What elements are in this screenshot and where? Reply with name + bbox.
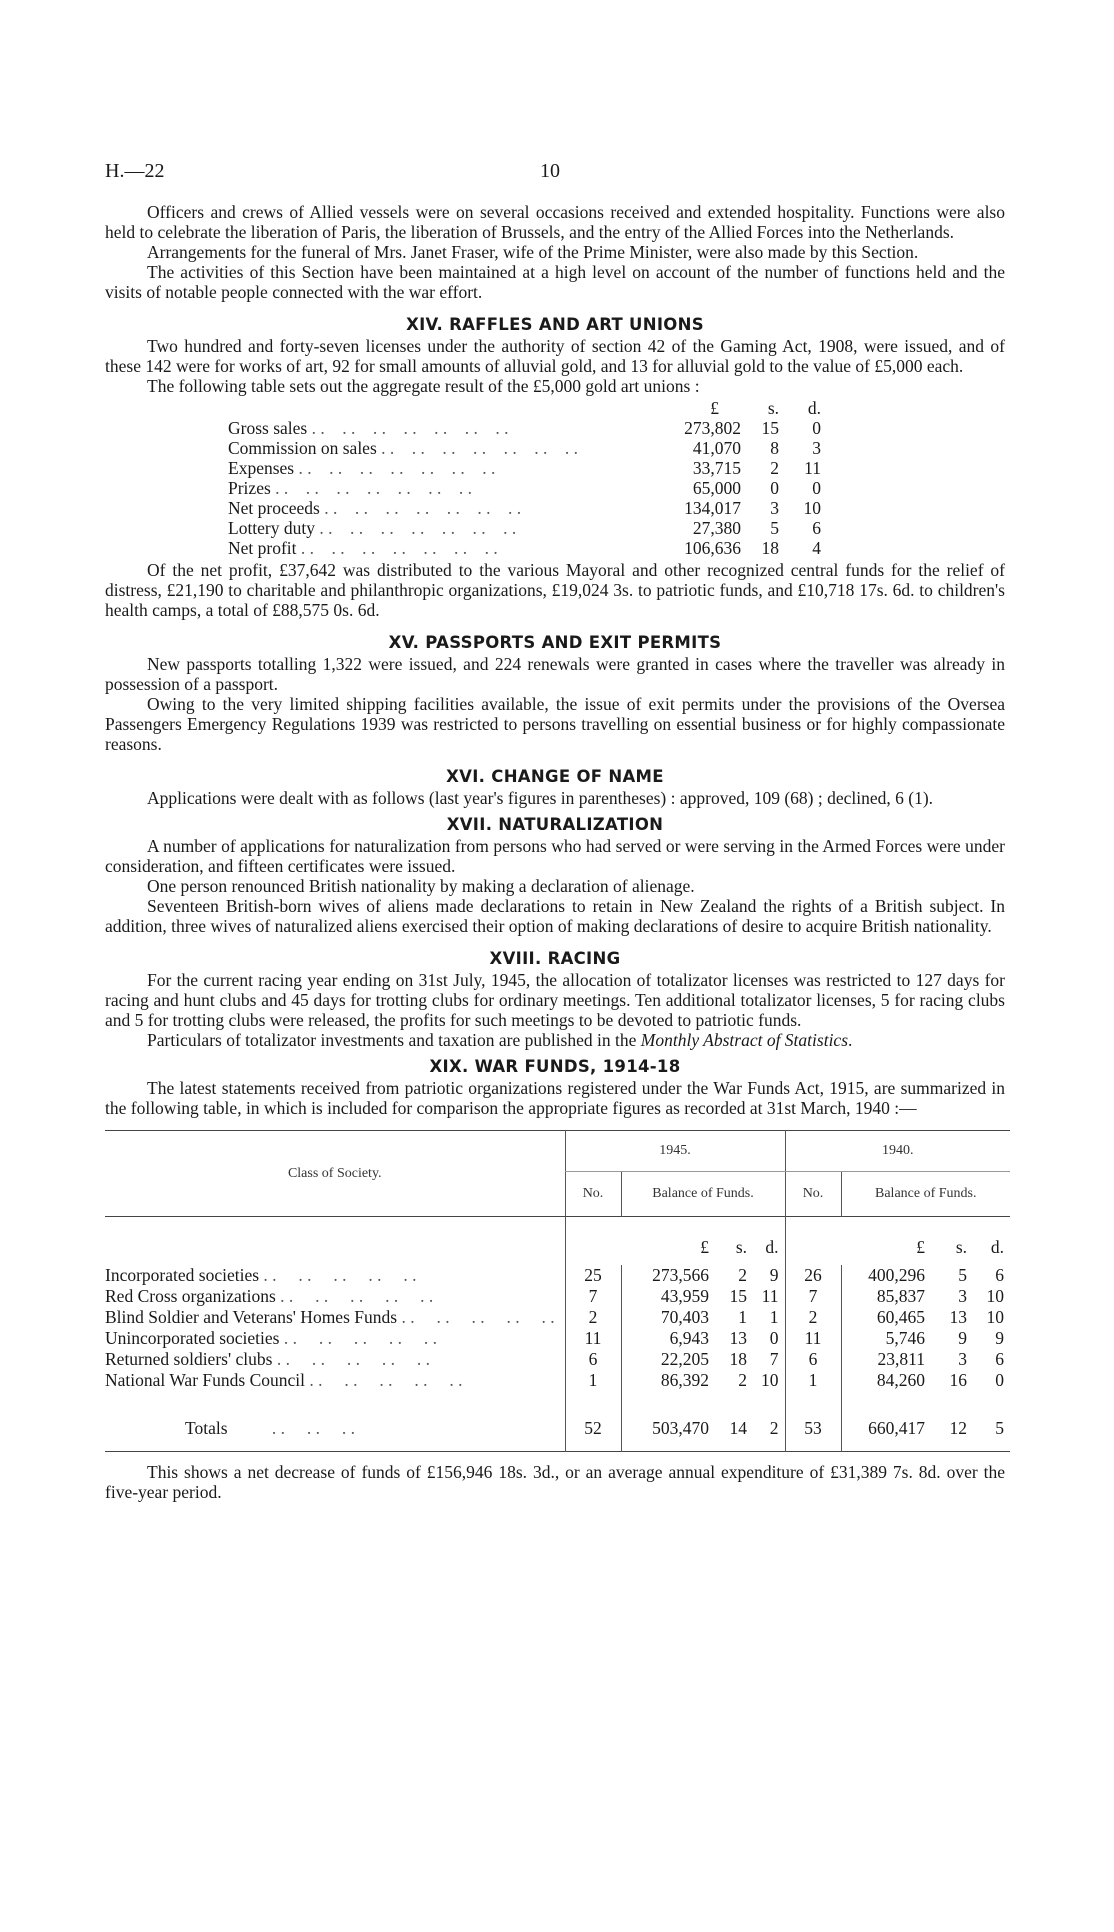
year-1940-header: 1940. bbox=[785, 1131, 1010, 1172]
raffles-paragraph-1: Two hundred and forty-seven licenses under the authority of section 42 of the Gaming Act, 1908, were issued, and of these 142 were for works of art, 92 for small amounts of alluvial gold, and 13 for alluvial gold to the value of £5,000 each. bbox=[105, 336, 1005, 376]
shillings-unit-1945: s. bbox=[735, 1236, 747, 1257]
racing-paragraph-2-text: Particulars of totalizator investments and taxation are published in the bbox=[147, 1030, 637, 1050]
row-pence: 6 bbox=[812, 518, 821, 538]
units-row bbox=[105, 1217, 1010, 1266]
row-pence: 0 bbox=[812, 418, 821, 438]
row-pounds: 41,070 bbox=[692, 438, 741, 458]
row-shillings: 5 bbox=[770, 518, 779, 538]
raffles-table-row: Lottery duty . . . . . . . . . . . . . . 27,380 5 6 bbox=[228, 518, 821, 538]
war-funds-paragraph-1: The latest statements received from patriotic organizations registered under the War Funds Act, 1915, are summarized in the following table, in which is included for comparison the appropriate figures as recorded at 31st March, 1940 :— bbox=[105, 1078, 1005, 1118]
raffles-table bbox=[228, 398, 928, 558]
pence-1940: 6 bbox=[995, 1349, 1004, 1369]
shillings-1945: 1 bbox=[738, 1307, 747, 1327]
pounds-1940: 400,296 bbox=[841, 1265, 929, 1286]
document-body bbox=[105, 202, 1005, 1502]
pence-1945: 1 bbox=[769, 1307, 779, 1327]
society-class: Unincorporated societies bbox=[105, 1328, 280, 1348]
page-header-reference: H.—22 bbox=[105, 160, 165, 182]
society-class: Blind Soldier and Veterans' Homes Funds bbox=[105, 1307, 398, 1327]
war-funds-row: Red Cross organizations . . . . . . . . . . 7 43,959 15 11 7 85,837 3 10 bbox=[105, 1286, 1010, 1307]
pounds-1945: 273,566 bbox=[621, 1265, 713, 1286]
totals-pence-1940: 5 bbox=[995, 1417, 1004, 1438]
row-label: Commission on sales bbox=[228, 438, 377, 458]
intro-paragraph-3: The activities of this Section have been maintained at a high level on account of the number of functions held and the visits of notable people connected with the war effort. bbox=[105, 262, 1005, 302]
no-1945: 6 bbox=[565, 1349, 621, 1370]
row-pounds: 27,380 bbox=[692, 518, 741, 538]
war-funds-paragraph-2: This shows a net decrease of funds of £156,946 18s. 3d., or an average annual expenditure of £31,389 7s. 8d. over the five-year period. bbox=[105, 1462, 1005, 1502]
no-1940: 11 bbox=[785, 1328, 841, 1349]
shillings-1945: 18 bbox=[729, 1349, 747, 1369]
balance-1940-header: Balance of Funds. bbox=[841, 1172, 1010, 1217]
section-raffles bbox=[105, 314, 1005, 620]
shillings-1945: 2 bbox=[738, 1370, 747, 1390]
pounds-1940: 23,811 bbox=[841, 1349, 929, 1370]
totals-row: Totals . . . . . . 52 503,470 14 2 53 660,417 12 5 bbox=[105, 1405, 1010, 1452]
section-naturalization bbox=[105, 814, 1005, 936]
section-title: XIV. RAFFLES AND ART UNIONS bbox=[406, 315, 704, 334]
intro-paragraph-1: Officers and crews of Allied vessels were on several occasions received and extended hospitality. Functions were also held to celebrate the liberation of Paris, the liberation of Brussels, and the entry of the Allied Forces into the Netherlands. bbox=[105, 202, 1005, 242]
pounds-1940: 84,260 bbox=[841, 1370, 929, 1391]
no-1945: 1 bbox=[565, 1370, 621, 1391]
row-pounds: 134,017 bbox=[684, 498, 741, 518]
pence-1945: 7 bbox=[769, 1349, 779, 1369]
no-1940: 2 bbox=[785, 1307, 841, 1328]
no-1945: 25 bbox=[565, 1265, 621, 1286]
no-1945: 7 bbox=[565, 1286, 621, 1307]
pence-1945: 11 bbox=[761, 1286, 779, 1306]
pence-1945: 0 bbox=[769, 1328, 779, 1348]
no-1945: 11 bbox=[565, 1328, 621, 1349]
row-shillings: 15 bbox=[761, 418, 779, 438]
war-funds-row: Returned soldiers' clubs . . . . . . . . . . 6 22,205 18 7 6 23,811 3 6 bbox=[105, 1349, 1010, 1370]
class-of-society-header: Class of Society. bbox=[105, 1131, 565, 1217]
balance-1945-header: Balance of Funds. bbox=[621, 1172, 785, 1217]
shillings-1945: 2 bbox=[738, 1265, 747, 1285]
shillings-1940: 9 bbox=[958, 1328, 967, 1348]
shillings-1940: 16 bbox=[949, 1370, 967, 1390]
totals-label: Totals bbox=[185, 1417, 228, 1438]
row-shillings: 8 bbox=[770, 438, 779, 458]
shillings-unit-1940: s. bbox=[955, 1236, 967, 1257]
row-pence: 11 bbox=[804, 458, 821, 478]
row-label: Net proceeds bbox=[228, 498, 320, 518]
shillings-1940: 3 bbox=[958, 1286, 967, 1306]
pounds-1945: 86,392 bbox=[621, 1370, 713, 1391]
raffles-paragraph-2: The following table sets out the aggregate result of the £5,000 gold art unions : bbox=[147, 376, 700, 396]
row-pounds: 65,000 bbox=[692, 478, 741, 498]
shillings-unit: s. bbox=[767, 398, 779, 418]
shillings-1945: 13 bbox=[729, 1328, 747, 1348]
row-shillings: 3 bbox=[770, 498, 779, 518]
totals-shillings-1940: 12 bbox=[949, 1417, 967, 1438]
section-title: XV. PASSPORTS AND EXIT PERMITS bbox=[388, 633, 722, 652]
row-label: Prizes bbox=[228, 478, 271, 498]
raffles-table-row: Net proceeds . . . . . . . . . . . . . . 134,017 3 10 bbox=[228, 498, 821, 518]
no-1945-header: No. bbox=[565, 1172, 621, 1217]
totals-pounds-1945: 503,470 bbox=[621, 1405, 713, 1452]
pence-1940: 6 bbox=[995, 1265, 1004, 1285]
totals-shillings-1945: 14 bbox=[729, 1417, 747, 1438]
row-shillings: 18 bbox=[761, 538, 779, 558]
row-pence: 4 bbox=[812, 538, 821, 558]
pounds-unit-1940: £ bbox=[916, 1236, 925, 1257]
war-funds-table bbox=[105, 1130, 1010, 1452]
war-funds-row: Blind Soldier and Veterans' Homes Funds . . . . . . . . . . 2 70,403 1 1 2 60,465 13 10 bbox=[105, 1307, 1010, 1328]
row-pence: 3 bbox=[812, 438, 821, 458]
totals-no-1945: 52 bbox=[565, 1405, 621, 1452]
racing-paragraph-1: For the current racing year ending on 31st July, 1945, the allocation of totalizator licenses was restricted to 127 days for racing and hunt clubs and 45 days for trotting clubs for ordinary meetings. Ten additional totalizator licenses, 5 for racing clubs and 5 for trotting clubs were released, the profits for such meetings to be devoted to patriotic funds. bbox=[105, 970, 1005, 1030]
shillings-1940: 3 bbox=[958, 1349, 967, 1369]
shillings-1945: 15 bbox=[729, 1286, 747, 1306]
pence-1940: 10 bbox=[986, 1307, 1004, 1327]
pence-unit-1945: d. bbox=[765, 1236, 779, 1257]
society-class: Returned soldiers' clubs bbox=[105, 1349, 273, 1369]
society-class: Incorporated societies bbox=[105, 1265, 260, 1285]
row-pounds: 33,715 bbox=[692, 458, 741, 478]
pence-1940: 0 bbox=[995, 1370, 1004, 1390]
naturalization-paragraph-1: A number of applications for naturalization from persons who had served or were serving in the Armed Forces were under consideration, and fifteen certificates were issued. bbox=[105, 836, 1005, 876]
raffles-table-header bbox=[228, 398, 928, 418]
pence-1945: 9 bbox=[769, 1265, 779, 1285]
row-pounds: 273,802 bbox=[684, 418, 741, 438]
no-1945: 2 bbox=[565, 1307, 621, 1328]
pounds-1940: 60,465 bbox=[841, 1307, 929, 1328]
pence-1940: 9 bbox=[995, 1328, 1004, 1348]
section-title: XIX. WAR FUNDS, 1914-18 bbox=[429, 1057, 681, 1076]
naturalization-paragraph-3: Seventeen British-born wives of aliens made declarations to retain in New Zealand the rights of a British subject. In addition, three wives of naturalized aliens exercised their option of making declarations of desire to acquire British nationality. bbox=[105, 896, 1005, 936]
section-war-funds bbox=[105, 1056, 1005, 1502]
passports-paragraph-2: Owing to the very limited shipping facilities available, the issue of exit permits under the provisions of the Oversea Passengers Emergency Regulations 1939 was restricted to persons travelling on essential business or for highly compassionate reasons. bbox=[105, 694, 1005, 754]
pounds-1945: 43,959 bbox=[621, 1286, 713, 1307]
section-title: XVII. NATURALIZATION bbox=[446, 815, 664, 834]
passports-paragraph-1: New passports totalling 1,322 were issued, and 224 renewals were granted in cases where the traveller was already in possession of a passport. bbox=[105, 654, 1005, 694]
raffles-table-row: Commission on sales . . . . . . . . . . . . . . 41,070 8 3 bbox=[228, 438, 821, 458]
page-number: 10 bbox=[540, 160, 560, 182]
totals-pence-1945: 2 bbox=[769, 1417, 779, 1438]
pounds-unit: £ bbox=[710, 398, 719, 418]
pence-1945: 10 bbox=[761, 1370, 779, 1390]
no-1940: 6 bbox=[785, 1349, 841, 1370]
pence-1940: 10 bbox=[986, 1286, 1004, 1306]
raffles-table-row: Gross sales . . . . . . . . . . . . . . 273,802 15 0 bbox=[228, 418, 821, 438]
spacer-row bbox=[105, 1391, 1010, 1405]
society-class: National War Funds Council bbox=[105, 1370, 305, 1390]
war-funds-row: Unincorporated societies . . . . . . . . . . 11 6,943 13 0 11 5,746 9 9 bbox=[105, 1328, 1010, 1349]
row-shillings: 0 bbox=[770, 478, 779, 498]
naturalization-paragraph-2: One person renounced British nationality by making a declaration of alienage. bbox=[147, 876, 695, 896]
row-shillings: 2 bbox=[770, 458, 779, 478]
pounds-unit-1945: £ bbox=[700, 1236, 709, 1257]
no-1940: 1 bbox=[785, 1370, 841, 1391]
totals-no-1940: 53 bbox=[785, 1405, 841, 1452]
war-funds-row: National War Funds Council . . . . . . . . . . 1 86,392 2 10 1 84,260 16 0 bbox=[105, 1370, 1010, 1391]
racing-paragraph-2 bbox=[105, 1030, 1005, 1050]
section-change-of-name bbox=[105, 766, 1005, 808]
no-1940: 7 bbox=[785, 1286, 841, 1307]
raffles-table-row: Expenses . . . . . . . . . . . . . . 33,715 2 11 bbox=[228, 458, 821, 478]
pence-unit: d. bbox=[807, 398, 821, 418]
row-label: Expenses bbox=[228, 458, 295, 478]
raffles-paragraph-3: Of the net profit, £37,642 was distributed to the various Mayoral and other recognized central funds for the relief of distress, £21,190 to charitable and philanthropic organizations, £19,024 3s. to patriotic funds, and £10,718 17s. 6d. to children's health camps, a total of £88,575 0s. 6d. bbox=[105, 560, 1005, 620]
raffles-table-row: Prizes . . . . . . . . . . . . . . 65,000 0 0 bbox=[228, 478, 821, 498]
no-1940-header: No. bbox=[785, 1172, 841, 1217]
pounds-1945: 70,403 bbox=[621, 1307, 713, 1328]
society-class: Red Cross organizations bbox=[105, 1286, 276, 1306]
section-passports bbox=[105, 632, 1005, 754]
section-title: XVI. CHANGE OF NAME bbox=[446, 767, 664, 786]
pounds-1940: 85,837 bbox=[841, 1286, 929, 1307]
pounds-1940: 5,746 bbox=[841, 1328, 929, 1349]
racing-paragraph-2-end: . bbox=[848, 1030, 853, 1050]
shillings-1940: 13 bbox=[949, 1307, 967, 1327]
section-racing bbox=[105, 948, 1005, 1050]
pounds-1945: 22,205 bbox=[621, 1349, 713, 1370]
raffles-table-row: Net profit . . . . . . . . . . . . . . 106,636 18 4 bbox=[228, 538, 821, 558]
row-pounds: 106,636 bbox=[684, 538, 741, 558]
pence-unit-1940: d. bbox=[990, 1236, 1004, 1257]
row-label: Gross sales bbox=[228, 418, 308, 438]
section-title: XVIII. RACING bbox=[489, 949, 621, 968]
no-1940: 26 bbox=[785, 1265, 841, 1286]
intro-paragraph-2: Arrangements for the funeral of Mrs. Janet Fraser, wife of the Prime Minister, were also made by this Section. bbox=[147, 242, 919, 262]
change-of-name-paragraph: Applications were dealt with as follows (last year's figures in parentheses) : approved, 109 (68) ; declined, 6 (1). bbox=[147, 788, 934, 808]
shillings-1940: 5 bbox=[958, 1265, 967, 1285]
row-label: Net profit bbox=[228, 538, 297, 558]
row-pence: 10 bbox=[803, 498, 821, 518]
pounds-1945: 6,943 bbox=[621, 1328, 713, 1349]
row-label: Lottery duty bbox=[228, 518, 315, 538]
publication-title: Monthly Abstract of Statistics bbox=[640, 1030, 849, 1050]
year-1945-header: 1945. bbox=[565, 1131, 785, 1172]
totals-pounds-1940: 660,417 bbox=[841, 1405, 929, 1452]
row-pence: 0 bbox=[812, 478, 821, 498]
war-funds-row: Incorporated societies . . . . . . . . . . 25 273,566 2 9 26 400,296 5 6 bbox=[105, 1265, 1010, 1286]
